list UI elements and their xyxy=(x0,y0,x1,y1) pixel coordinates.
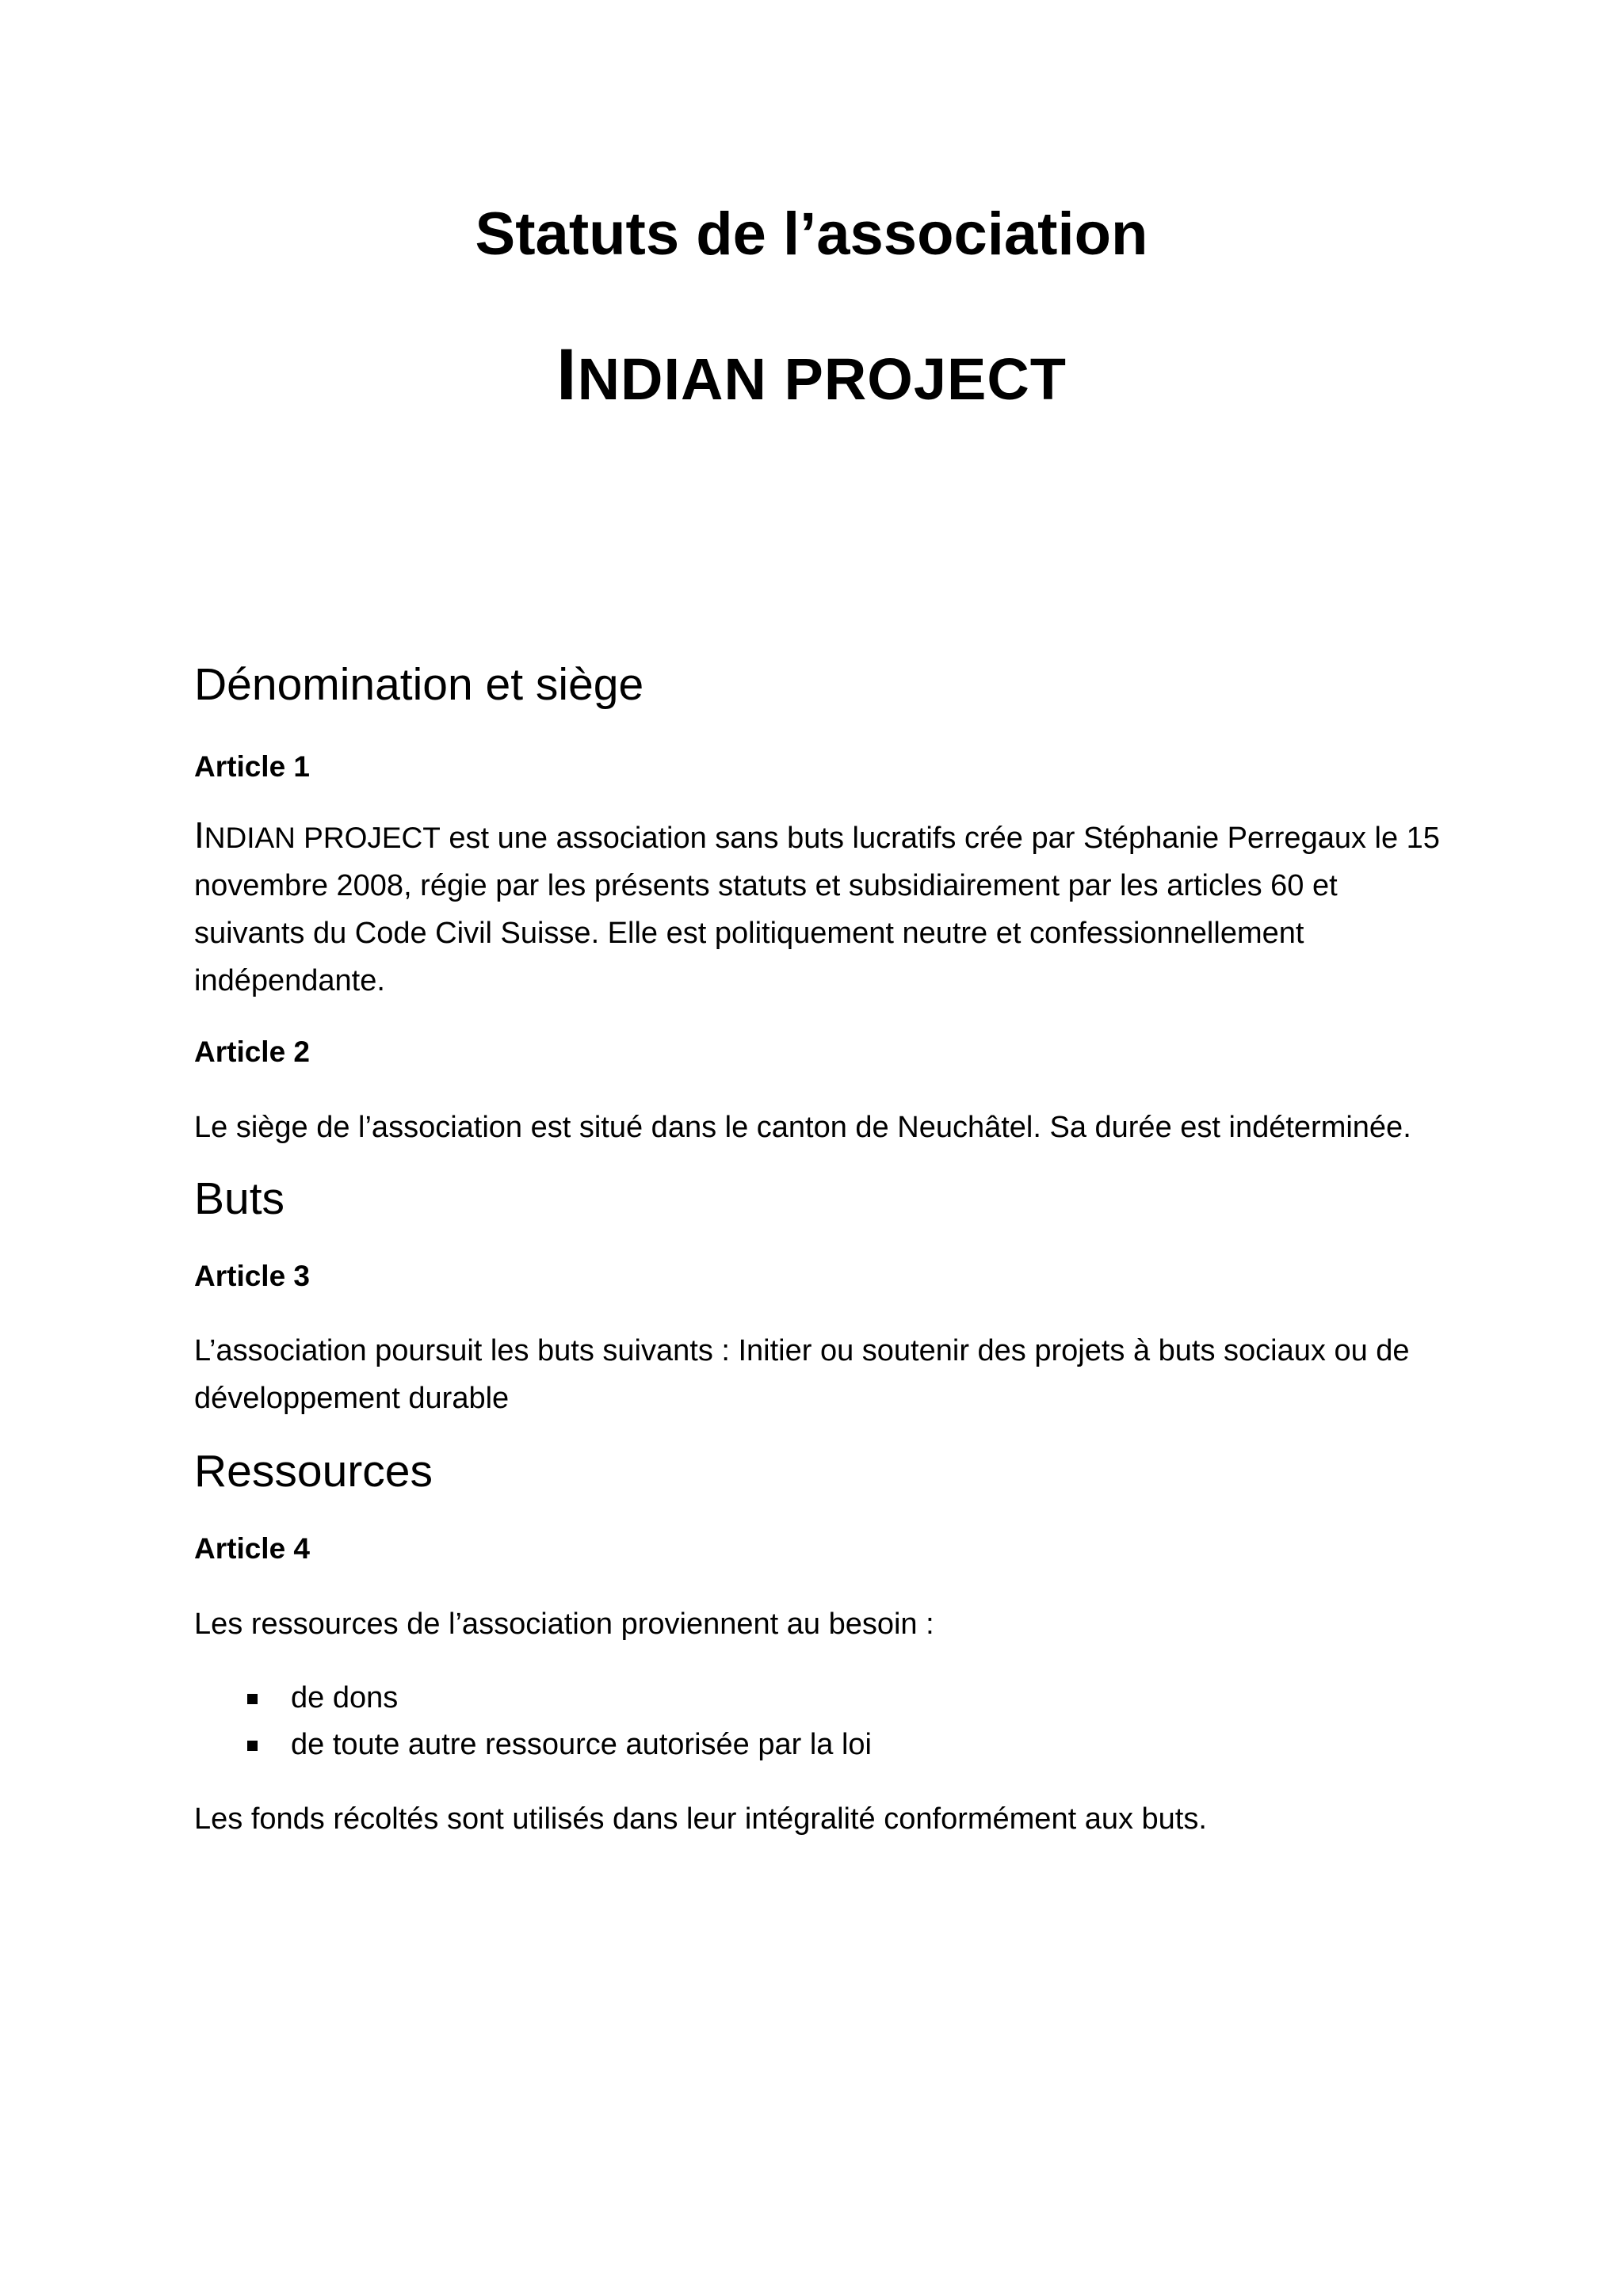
article-1-label: Article 1 xyxy=(194,750,311,784)
article-4-closing: Les fonds récoltés sont utilisés dans leur intégralité conformément aux buts. xyxy=(194,1802,1207,1836)
article-1-name-rest: NDIAN PROJECT xyxy=(204,822,441,855)
list-item xyxy=(194,1675,1446,1722)
section-title-ressources: Ressources xyxy=(194,1446,433,1497)
article-3-label: Article 3 xyxy=(194,1259,311,1292)
resources-list xyxy=(194,1675,1446,1768)
article-4-label: Article 4 xyxy=(194,1532,311,1566)
organization-name xyxy=(0,331,1623,418)
list-item xyxy=(194,1722,1446,1768)
list-item-text: de dons xyxy=(291,1680,399,1714)
article-2-label: Article 2 xyxy=(194,1035,311,1069)
list-item-text: de toute autre ressource autorisée par la loi xyxy=(291,1727,872,1761)
document-title: Statuts de l’association xyxy=(475,200,1148,268)
section-title-denomination: Dénomination et siège xyxy=(194,659,644,710)
article-1-name-lead: I xyxy=(194,814,204,856)
article-4-intro: Les ressources de l’association proviennent au besoin : xyxy=(194,1607,934,1641)
article-1-text xyxy=(194,811,1446,1005)
document-body xyxy=(194,658,1446,1843)
square-bullet-icon xyxy=(247,1694,258,1704)
organization-name-rest: NDIAN PROJECT xyxy=(577,346,1067,412)
organization-name-lead: I xyxy=(556,334,578,415)
article-2-text: Le siège de l’association est situé dans le canton de Neuchâtel. Sa durée est indéterminée. xyxy=(194,1110,1411,1144)
article-3-text: L’association poursuit les buts suivants : Initier ou soutenir des projets à buts sociaux ou de développement durable xyxy=(194,1334,1410,1416)
section-title-buts: Buts xyxy=(194,1173,285,1224)
article-1-body: est une association sans buts lucratifs crée par Stéphanie Perregaux le 15 novembre 2008, régie par les présents statuts et subsidiairement par les articles 60 et suivants du Code Civil Suisse. Elle est politiquement neutre et confessionnellement indépendante. xyxy=(194,822,1440,998)
square-bullet-icon xyxy=(247,1741,258,1751)
